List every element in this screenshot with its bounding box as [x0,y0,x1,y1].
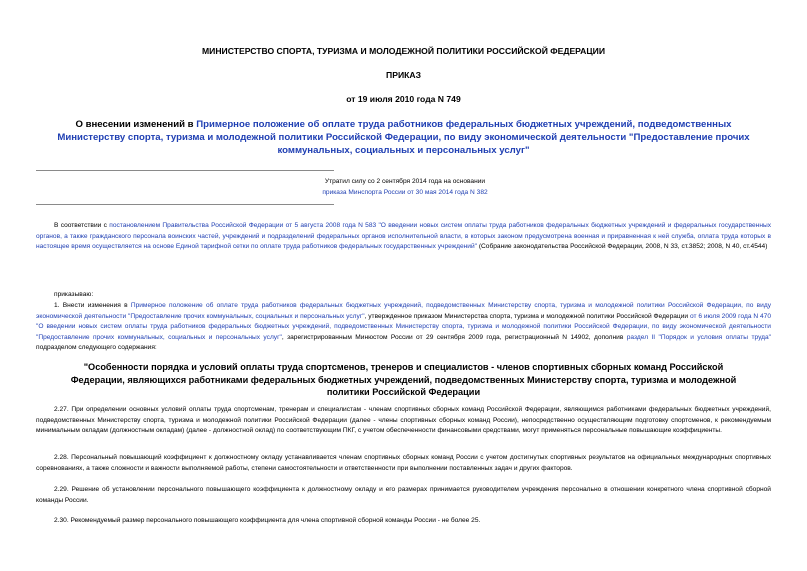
preamble-text-1: В соответствии с [54,222,110,229]
preamble-paragraph [36,221,771,253]
paragraph-2-28: 2.28. Персональный повышающий коэффициент к должностному окладу устанавливается членам спортивных сборных команд России с учетом достигнутых спортивных результатов на официальных международных спортивных соревнованиях, а также сложности и важности выполняемой работы, степени самостоятельности и ответственности при выполнении поставленных задач и других факторов. [36,454,771,472]
document-type: ПРИКАЗ [386,70,421,80]
document-title [45,118,762,157]
paragraph-2-30: 2.30. Рекомендуемый размер персонального повышающего коэффициента для члена спортивной сборной команды России - не более 25. [54,517,481,524]
title-link[interactable]: Примерное положение об оплате труда работников федеральных бюджетных учреждений, подведомственных Министерству спорта, туризма и молодежной политики Российской Федерации, по виду экономической деятельности "Предоставление прочих коммунальных, социальных и персональных услуг" [57,119,750,156]
order-word: приказываю: [54,291,94,298]
preamble-link-resolution[interactable]: постановлением Правительства Российской Федерации от 5 августа 2008 года N 583 "О введении новых систем оплаты труда работников федеральных бюджетных учреждений и федеральных государственных органов, а также гражданского персонала воинских частей, учреждений и подразделений федеральных органов исполнительной власти, в которых законом предусмотрена военная и приравненная к ней служба, оплата труда которых в настоящее время осуществляется на основе Единой тарифной сетки по оплате труда работников федеральных государственных учреждений" [36,222,772,250]
paragraph-2-27: 2.27. При определении основных условий оплаты труда спортсменам, тренерам и специалистам - членам спортивных сборных команд Российской Федерации, являющимся работниками федеральных бюджетных учреждений, подведомственных Министерству спорта, туризма и молодежной политики Российской Федерации (далее - члены спортивных сборных команд России), непосредственно осуществляющим подготовку спортсменов, к рекомендуемым минимальным окладам (должностным окладам) (далее - должностной оклад) по соответствующим ПКГ, с учетом обеспеченности финансовыми средствами, могут применяться персональные повышающие коэффициенты. [36,406,771,434]
section-title: "Особенности порядка и условий оплаты труда спортсменов, тренеров и специалистов - членов спортивных сборных команд Российской Федерации, являющихся работниками федеральных бюджетных учреждений, подведомственных Министерству спорта, туризма и молодежной политики Российской Федерации [70,362,737,397]
item-1-link-section-2[interactable]: раздел II "Порядок и условия оплаты труда" [626,333,771,341]
preamble-text-2: (Собрание законодательства Российской Федерации, 2008, N 33, ст.3852; 2008, N 40, ст.4544) [477,243,768,250]
item-1-link-regulation[interactable]: Примерное положение об оплате труда работников федеральных бюджетных учреждений, подведомственных Министерству спорта, туризма и молодежной политики Российской Федерации, по виду экономической деятельности "Предоставление прочих коммунальных, социальных и персональных услуг" [36,302,771,320]
item-1-paragraph [36,301,771,354]
order-date-number: от 19 июля 2010 года N 749 [346,94,461,104]
status-note [290,177,520,198]
status-note-link[interactable]: приказа Минспорта России от 30 мая 2014 года N 382 [322,188,488,196]
item-1-text-3: , зарегистрированным Минюстом России от 29 сентября 2009 года, регистрационный N 14902, дополнив [281,333,627,341]
title-prefix: О внесении изменений в [75,119,197,130]
status-rule-top [36,170,334,171]
item-1-text-2: , утвержденное приказом Министерства спорта, туризма и молодежной политики Российской Федерации [364,312,690,320]
item-1-text-1: 1. Внести изменения в [54,302,131,309]
status-rule-bottom [36,204,334,205]
ministry-heading: МИНИСТЕРСТВО СПОРТА, ТУРИЗМА И МОЛОДЕЖНОЙ ПОЛИТИКИ РОССИЙСКОЙ ФЕДЕРАЦИИ [202,46,605,56]
paragraph-2-29: 2.29. Решение об установлении персонального повышающего коэффициента к должностному окладу и его размерах принимается руководителем учреждения персонально в отношении конкретного члена спортивной сборной команды России. [36,486,771,504]
item-1-link-order-470[interactable]: от 6 июля 2009 года N 470 "О введении новых систем оплаты труда работников федеральных бюджетных учреждений, подведомственных Министерству спорта, туризма и молодежной политики Российской Федерации, по виду экономической деятельности "Предоставление прочих коммунальных, социальных и персональных услуг" [36,312,771,341]
item-1-text-4: подразделом следующего содержания: [36,344,157,351]
status-note-text: Утратил силу со 2 сентября 2014 года на основании [324,178,486,185]
